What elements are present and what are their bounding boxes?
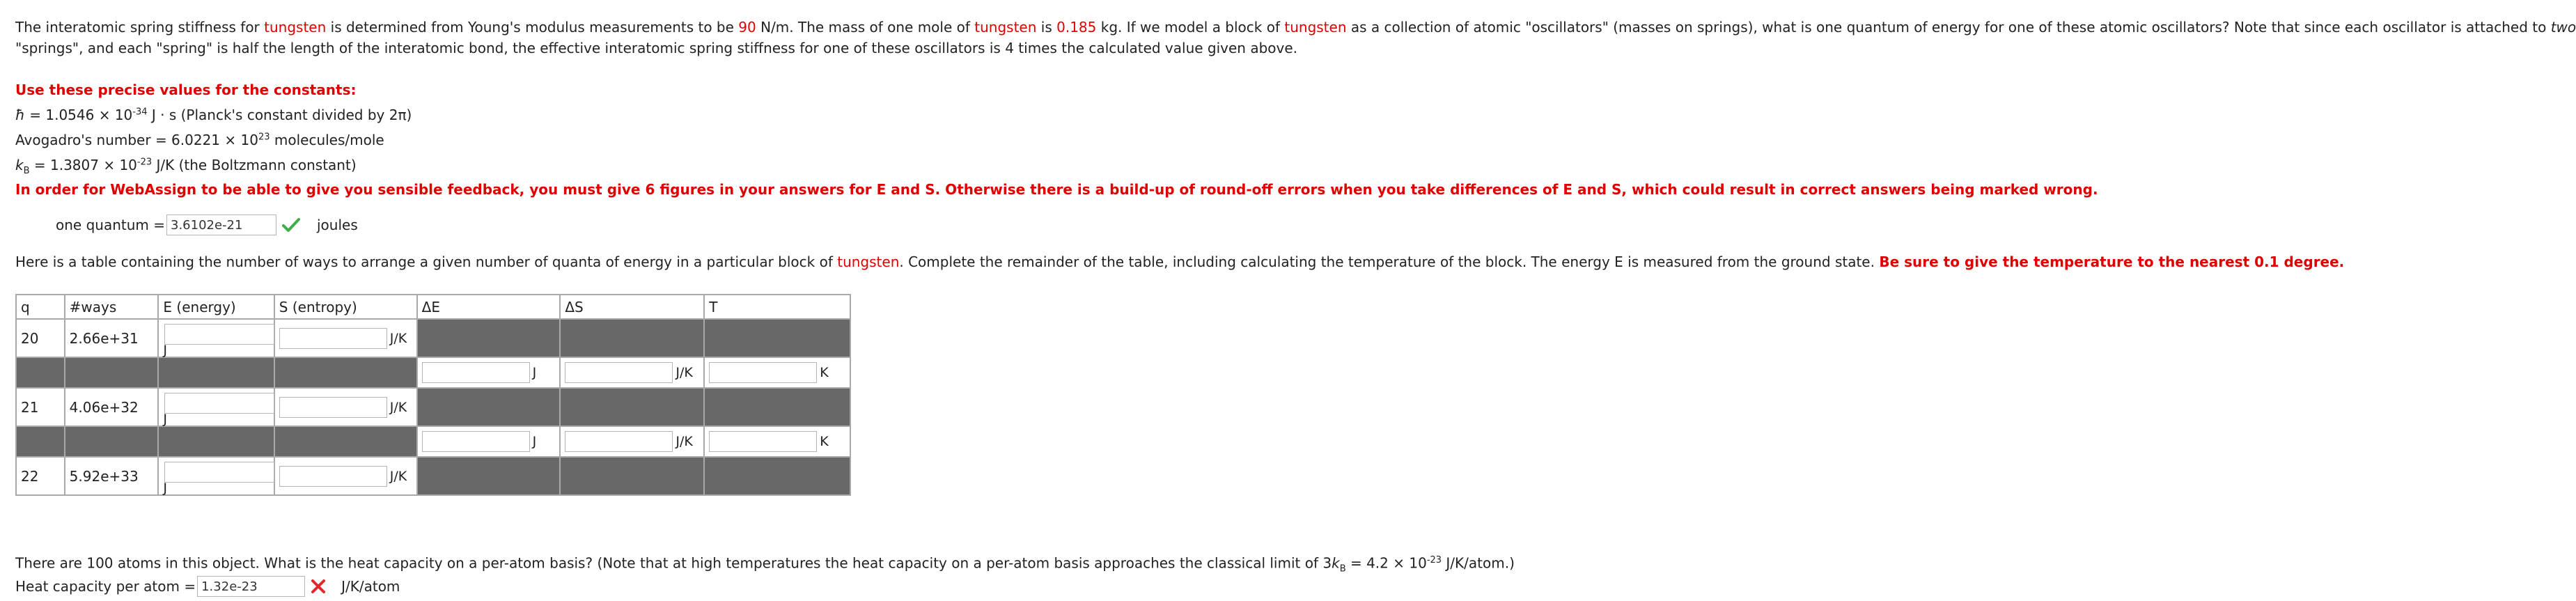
question-line-2: "springs", and each "spring" is half the length of the interatomic bond, the effective interatomic spring stiffness for one of these oscillators is 4 times the calculated value given above. <box>15 40 1298 56</box>
header-energy: E (energy) <box>158 295 274 319</box>
header-entropy: S (entropy) <box>274 295 417 319</box>
table-row: 20 2.66e+31 J J/K <box>16 319 850 357</box>
constants-heading: Use these precise values for the constants: <box>15 81 357 98</box>
header-q: q <box>16 295 65 319</box>
delta-e-input[interactable] <box>422 431 530 452</box>
stiffness-value: 90 <box>738 19 756 36</box>
entropy-input[interactable] <box>279 397 387 418</box>
ways-cell: 4.06e+32 <box>65 388 159 426</box>
avogadro-constant: Avogadro's number = $6.0221 \times 10^{23}$ molecules/mole <box>15 132 384 148</box>
heat-capacity-question: There are 100 atoms in this object. What is the heat capacity on a per-atom basis? (Note that at high temperatures the heat capacity on a per-atom basis approaches the classical limit of $3k_B = 4.2 \times 10^{-23}$ J/K/atom.) <box>15 554 1515 575</box>
q-cell: 22 <box>16 457 65 495</box>
temperature-input[interactable] <box>709 431 817 452</box>
entropy-input[interactable] <box>279 328 387 349</box>
table-row: 22 5.92e+33 J J/K <box>16 457 850 495</box>
delta-s-input[interactable] <box>565 431 673 452</box>
ways-cell: 2.66e+31 <box>65 319 159 357</box>
energy-input[interactable] <box>164 324 274 345</box>
header-delta-s: ΔS <box>560 295 704 319</box>
quanta-table <box>15 294 851 496</box>
q-cell: 21 <box>16 388 65 426</box>
correct-check-icon <box>282 217 300 233</box>
entropy-input[interactable] <box>279 466 387 487</box>
heat-capacity-unit: J/K/atom <box>341 578 400 595</box>
heat-capacity-input[interactable] <box>197 576 305 597</box>
quantum-label: one quantum = <box>56 217 165 233</box>
header-temperature: T <box>704 295 850 319</box>
heat-capacity-label: Heat capacity per atom = <box>15 578 196 595</box>
precision-warning: In order for WebAssign to be able to give you sensible feedback, you must give 6 figures in your answers for E and S. Otherwise there is a build-up of round-off errors when you take differences of E and S, which could result in correct answers being marked wrong. <box>15 181 2098 198</box>
table-header-row <box>16 295 850 319</box>
question-line-1: The interatomic spring stiffness for tungsten is determined from Young's modulus measurements to be 90 N/m. The mass of one mole of tungsten is 0.185 kg. If we model a block of tungsten as a collection of atomic "oscillators" (masses on springs), what is one quantum of energy for one of these atomic oscillators? Note that since each oscillator is attached to two <box>15 19 2576 36</box>
delta-s-input[interactable] <box>565 362 673 383</box>
difference-row: J J/K K <box>16 357 850 388</box>
delta-e-input[interactable] <box>422 362 530 383</box>
table-intro: Here is a table containing the number of ways to arrange a given number of quanta of energy in a particular block of tungsten. Complete the remainder of the table, including calculating the temperature of the block. The energy E is measured from the ground state. Be sure to give the temperature to the nearest 0.1 degree. <box>15 253 2345 270</box>
boltzmann-constant: $k_B = 1.3807 \times 10^{-23}$ J/K (the Boltzmann constant) <box>15 157 357 176</box>
element-name: tungsten <box>264 19 327 36</box>
q-cell: 20 <box>16 319 65 357</box>
header-delta-e: ΔE <box>417 295 561 319</box>
energy-input[interactable] <box>164 393 274 414</box>
incorrect-x-icon <box>311 579 326 594</box>
ways-cell: 5.92e+33 <box>65 457 159 495</box>
table-row: 21 4.06e+32 J J/K <box>16 388 850 426</box>
hbar-constant: ħ = $1.0546 \times 10^{-34}$ J · s (Planck's constant divided by 2π) <box>15 107 412 123</box>
quantum-answer-row <box>56 214 358 235</box>
heat-capacity-answer-row <box>15 576 400 597</box>
quantum-input[interactable] <box>166 214 276 235</box>
molar-mass-value: 0.185 <box>1056 19 1097 36</box>
temperature-input[interactable] <box>709 362 817 383</box>
quantum-unit: joules <box>317 217 358 233</box>
difference-row: J J/K K <box>16 426 850 457</box>
header-ways: #ways <box>65 295 159 319</box>
energy-input[interactable] <box>164 462 274 483</box>
